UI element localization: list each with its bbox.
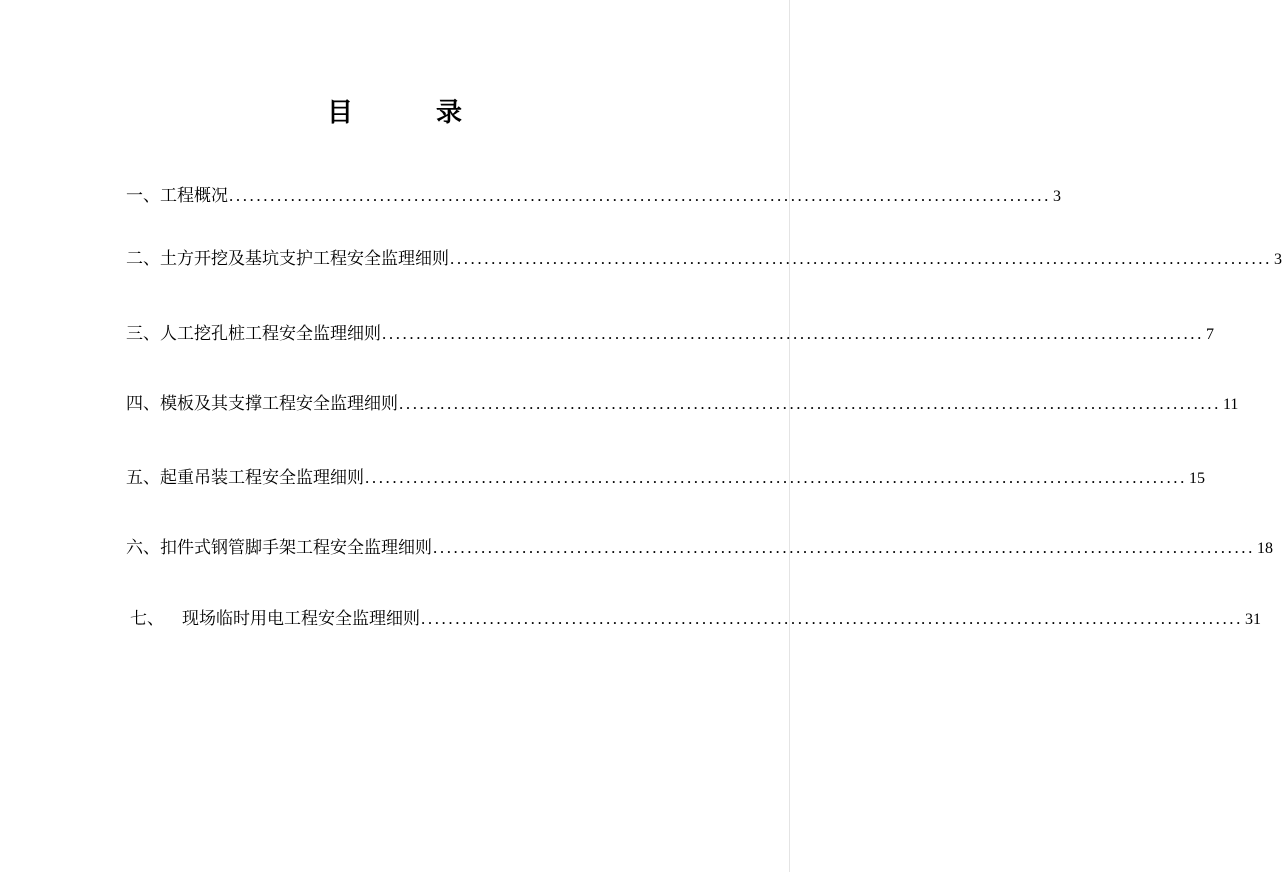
toc-page-number: 11 [1223, 396, 1239, 413]
toc-entry-number: 四、 [126, 394, 160, 414]
toc-leader-dots: ........................................................................................................................ [399, 394, 1221, 413]
toc-entry-number: 六、 [126, 538, 160, 558]
toc-page-number: 18 [1257, 540, 1273, 557]
toc-entry[interactable] [126, 466, 1205, 490]
toc-entry-number: 五、 [126, 468, 160, 488]
toc-entry-text: 工程概况 [160, 186, 228, 206]
toc-entry-label [126, 322, 381, 346]
toc-entry[interactable] [126, 322, 1214, 346]
toc-leader-dots: ........................................................................................................................ [382, 324, 1204, 343]
page-edge-divider [789, 0, 790, 872]
toc-entry-text: 现场临时用电工程安全监理细则 [182, 609, 420, 629]
toc-entry-number: 三、 [126, 324, 160, 344]
toc-entry-text: 土方开挖及基坑支护工程安全监理细则 [160, 249, 449, 269]
toc-leader-dots: ........................................................................................................................ [433, 538, 1255, 557]
toc-entry-label [126, 536, 432, 560]
toc-leader-dots: ........................................................................................................................ [450, 249, 1272, 268]
toc-page-number: 3 [1274, 251, 1282, 268]
toc-entry-label [130, 607, 420, 631]
toc-page-number: 7 [1206, 326, 1214, 343]
toc-entry-label [126, 466, 364, 490]
toc-entry-text: 模板及其支撑工程安全监理细则 [160, 394, 398, 414]
toc-title [0, 96, 794, 130]
toc-leader-dots: ........................................................................................................................ [421, 609, 1243, 628]
toc-title-char-1: 目 [327, 98, 354, 128]
toc-entry[interactable] [126, 392, 1239, 416]
toc-page-number: 3 [1053, 188, 1061, 205]
toc-entry-label [126, 247, 449, 271]
toc-leader-dots: ........................................................................................................................ [229, 186, 1051, 205]
toc-leader-dots: ........................................................................................................................ [365, 468, 1187, 487]
toc-entry[interactable] [126, 184, 1061, 208]
toc-entry-text: 人工挖孔桩工程安全监理细则 [160, 324, 381, 344]
toc-entry-label [126, 392, 398, 416]
toc-entry-text: 起重吊装工程安全监理细则 [160, 468, 364, 488]
toc-title-char-2: 录 [436, 98, 463, 128]
toc-entry[interactable] [126, 536, 1273, 560]
toc-entry-number: 七、 [130, 609, 164, 629]
toc-entry-text: 扣件式钢管脚手架工程安全监理细则 [160, 538, 432, 558]
toc-page-number: 31 [1245, 611, 1261, 628]
toc-entry-number: 二、 [126, 249, 160, 269]
toc-entry-label [126, 184, 228, 208]
toc-page-number: 15 [1189, 470, 1205, 487]
toc-entry[interactable] [126, 247, 1282, 271]
toc-entry[interactable] [130, 607, 1261, 631]
toc-entry-number: 一、 [126, 186, 160, 206]
